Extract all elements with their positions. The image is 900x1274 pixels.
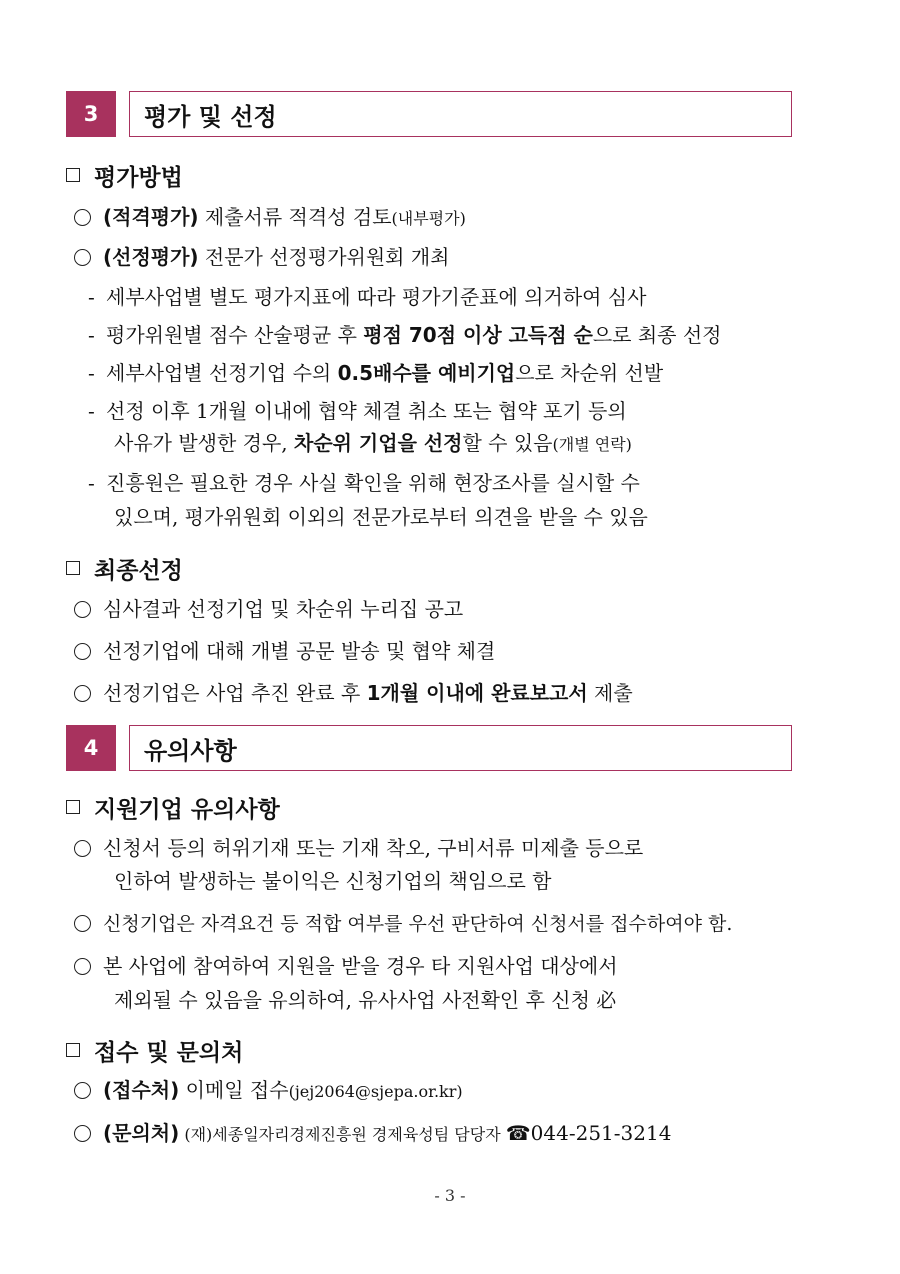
dash-item-continuation: 사유가 발생한 경우, 차순위 기업을 선정할 수 있음(개별 연락) xyxy=(114,431,632,455)
section-title: 유의사항 xyxy=(129,725,792,771)
list-item: 신청서 등의 허위기재 또는 기재 착오, 구비서류 미제출 등으로 xyxy=(74,833,794,863)
list-item: 본 사업에 참여하여 지원을 받을 경우 타 지원사업 대상에서 xyxy=(74,951,794,981)
subheading-text: 지원기업 유의사항 xyxy=(94,796,280,823)
square-bullet-icon xyxy=(66,168,80,182)
phone-icon: ☎ xyxy=(505,1121,531,1145)
circle-bullet-icon xyxy=(74,249,91,266)
phone-number: 044-251-3214 xyxy=(530,1121,672,1145)
circle-bullet-icon xyxy=(74,958,91,975)
list-item: (적격평가) 제출서류 적격성 검토(내부평가) xyxy=(74,202,794,234)
circle-bullet-icon xyxy=(74,1125,91,1142)
section-3-header xyxy=(66,91,792,137)
list-item: 신청기업은 자격요건 등 적합 여부를 우선 판단하여 신청서를 접수하여야 함. xyxy=(74,908,794,939)
dash-item-continuation: 있으며, 평가위원회 이외의 전문가로부터 의견을 받을 수 있음 xyxy=(114,505,648,529)
circle-bullet-icon xyxy=(74,840,91,857)
circle-bullet-icon xyxy=(74,1082,91,1099)
subheading-contact xyxy=(66,1035,243,1065)
list-item: (접수처) 이메일 접수(jej2064@sjepa.or.kr) xyxy=(74,1075,794,1107)
square-bullet-icon xyxy=(66,561,80,575)
subheading-text: 평가방법 xyxy=(94,164,183,191)
subheading-final-selection xyxy=(66,553,183,583)
list-item: 선정기업은 사업 추진 완료 후 1개월 이내에 완료보고서 제출 xyxy=(74,678,794,708)
section-title: 평가 및 선정 xyxy=(129,91,792,137)
subheading-notes xyxy=(66,792,280,822)
dash-item: - 진흥원은 필요한 경우 사실 확인을 위해 현장조사를 실시할 수 xyxy=(88,471,640,495)
dash-item: - 선정 이후 1개월 이내에 협약 체결 취소 또는 협약 포기 등의 xyxy=(88,399,627,423)
subheading-evaluation-method xyxy=(66,160,183,190)
subheading-text: 접수 및 문의처 xyxy=(94,1039,244,1066)
list-item-continuation: 인하여 발생하는 불이익은 신청기업의 책임으로 함 xyxy=(114,869,552,893)
square-bullet-icon xyxy=(66,800,80,814)
list-item: (문의처) (재)세종일자리경제진흥원 경제육성팀 담당자 ☎044-251-3214 xyxy=(74,1118,794,1150)
circle-bullet-icon xyxy=(74,209,91,226)
list-item: 선정기업에 대해 개별 공문 발송 및 협약 체결 xyxy=(74,636,794,666)
section-number: 3 xyxy=(66,91,116,137)
dash-item: - 평가위원별 점수 산술평균 후 평점 70점 이상 고득점 순으로 최종 선정 xyxy=(88,323,722,347)
circle-bullet-icon xyxy=(74,685,91,702)
list-item: (선정평가) 전문가 선정평가위원회 개최 xyxy=(74,242,794,272)
page-number: - 3 - xyxy=(434,1186,466,1205)
dash-item: - 세부사업별 별도 평가지표에 따라 평가기준표에 의거하여 심사 xyxy=(88,285,647,309)
list-item: 심사결과 선정기업 및 차순위 누리집 공고 xyxy=(74,594,794,624)
subheading-text: 최종선정 xyxy=(94,557,183,584)
circle-bullet-icon xyxy=(74,915,91,932)
square-bullet-icon xyxy=(66,1043,80,1057)
circle-bullet-icon xyxy=(74,601,91,618)
section-4-header xyxy=(66,725,792,771)
circle-bullet-icon xyxy=(74,643,91,660)
list-item-continuation: 제외될 수 있음을 유의하여, 유사사업 사전확인 후 신청 必 xyxy=(114,988,617,1012)
dash-item: - 세부사업별 선정기업 수의 0.5배수를 예비기업으로 차순위 선발 xyxy=(88,361,664,385)
section-number: 4 xyxy=(66,725,116,771)
